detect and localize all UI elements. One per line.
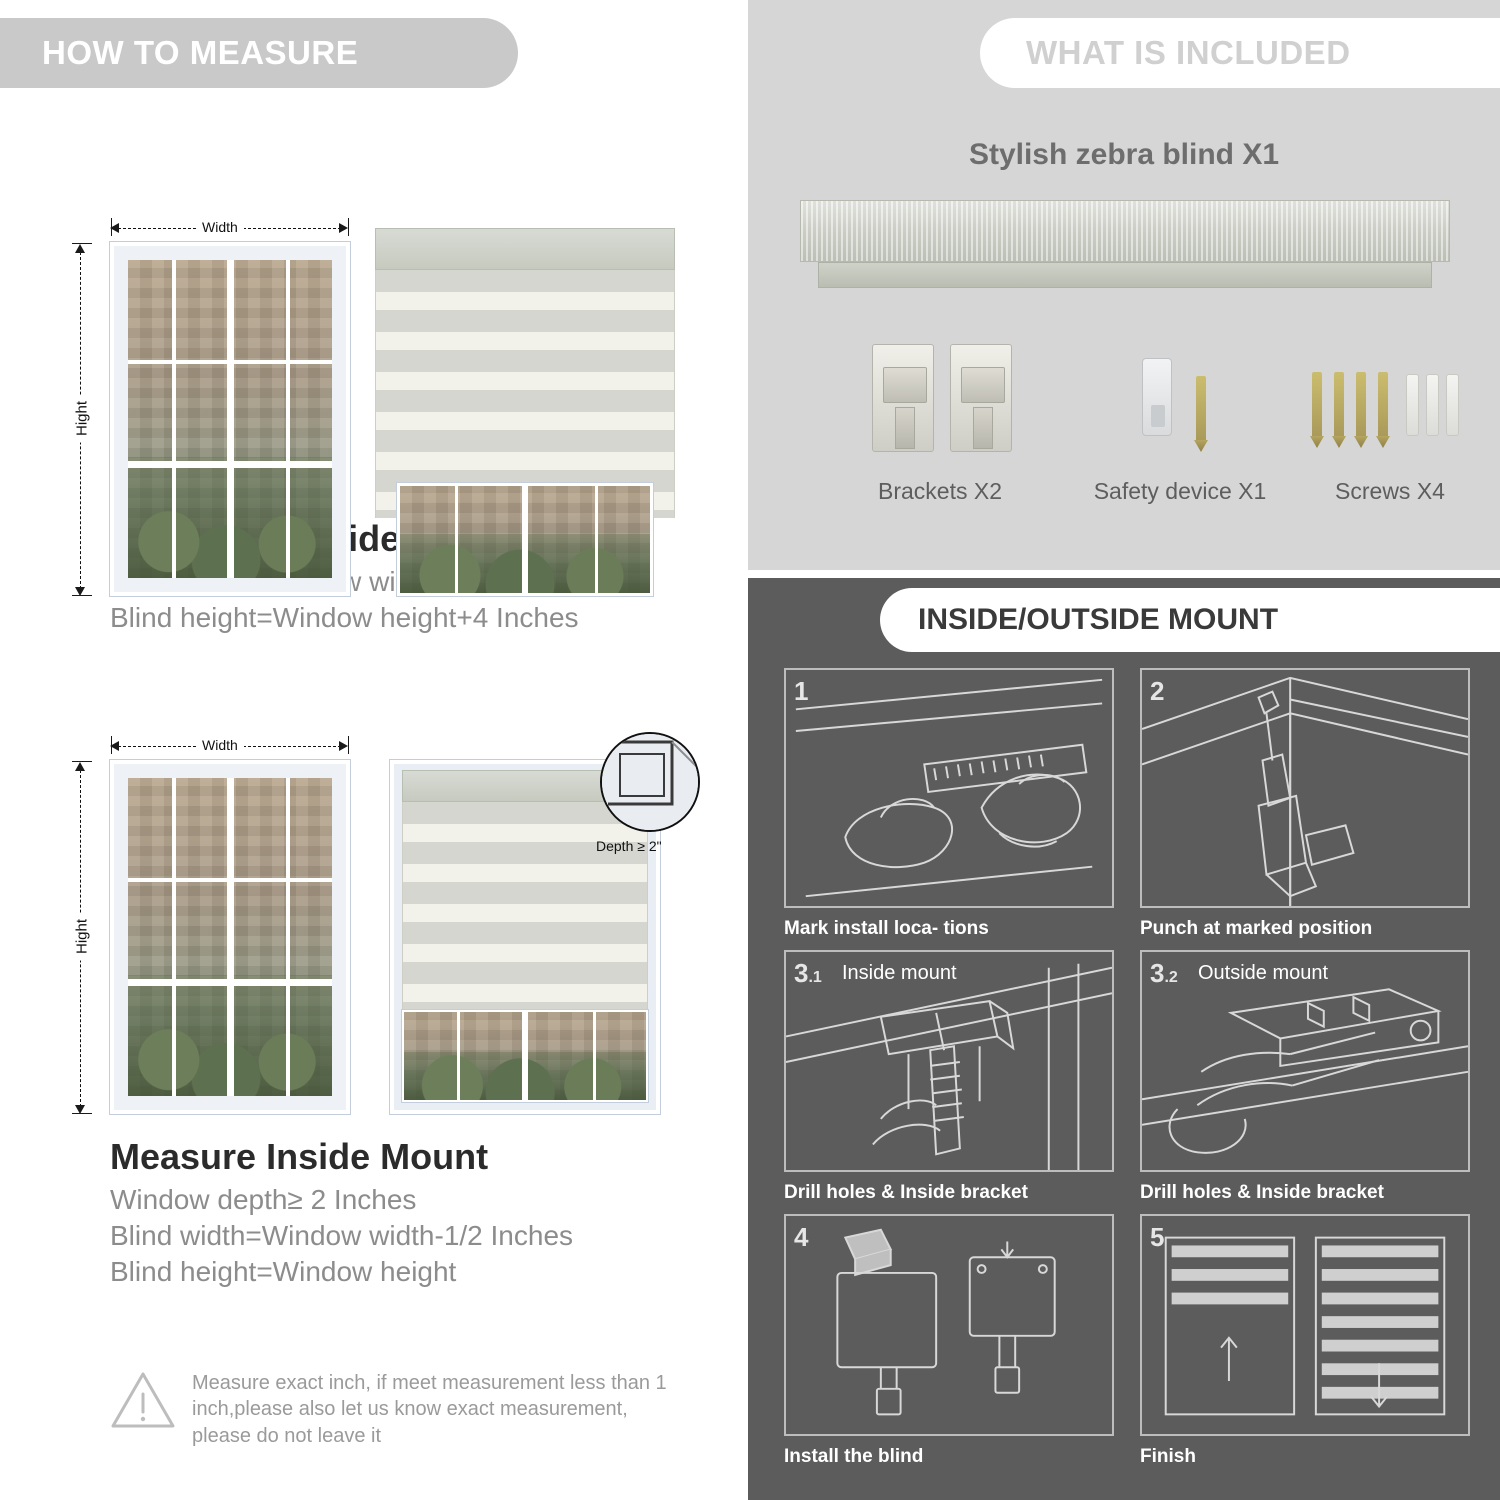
step-2-number: 2	[1150, 676, 1165, 706]
window-mullion-horizontal	[128, 360, 332, 364]
inside-mount-line-2: Blind width=Window width-1/2 Inches	[110, 1220, 574, 1251]
step-3-1-number: 3.1	[794, 958, 822, 988]
step-3-1-caption: Drill holes & Inside bracket	[784, 1182, 1028, 1203]
brackets-label: Brackets X2	[878, 478, 1002, 504]
window-mullion-vertical-12	[593, 1012, 596, 1100]
step-4	[784, 1214, 1114, 1467]
inside-height-tick-top	[72, 761, 92, 762]
inside-height-tick-bottom	[72, 1113, 92, 1114]
step-3-2-caption: Drill holes & Inside bracket	[1140, 1182, 1384, 1203]
inside-outside-mount-section	[748, 578, 1500, 1500]
outside-width-tick-left	[111, 218, 112, 236]
inside-mount-line-3: Blind height=Window height	[110, 1256, 457, 1287]
inside-height-arrow-up	[75, 762, 85, 771]
window-mullion-horizontal-4	[128, 979, 332, 986]
outside-height-label: Hight	[74, 395, 91, 443]
inside-height-label: Hight	[74, 913, 91, 961]
outside-mount-line-2: Blind height=Window height+4 Inches	[110, 602, 579, 633]
step-5	[1140, 1214, 1470, 1467]
window-inside-after-glass	[402, 1010, 648, 1102]
step-5-number: 5	[1150, 1222, 1165, 1252]
window-mullion-vertical-6	[595, 486, 598, 593]
window-mullion-vertical	[227, 260, 234, 578]
window-outside-after-glass	[397, 483, 653, 596]
outside-height-tick-bottom	[72, 595, 92, 596]
step-1-number: 1	[794, 676, 809, 706]
step-1	[784, 668, 1114, 939]
anchor-1-icon	[1406, 374, 1419, 436]
inside-mount-figures	[0, 718, 740, 1118]
step-5-sketch	[1142, 1216, 1468, 1434]
step-3-1	[784, 950, 1114, 1203]
step-4-number: 4	[794, 1222, 809, 1252]
window-mullion-vertical-10	[522, 1012, 528, 1100]
step-2-image	[1140, 668, 1470, 908]
warning-triangle-icon	[110, 1370, 176, 1430]
how-to-measure-column	[0, 0, 740, 1500]
bracket-1-icon	[872, 344, 934, 452]
inside-outside-mount-banner	[880, 588, 1500, 652]
how-to-measure-title: HOW TO MEASURE	[42, 34, 359, 71]
step-3-1-inline-label: Inside mount	[842, 962, 957, 984]
window-mullion-horizontal-2	[128, 461, 332, 468]
part-brackets	[810, 330, 1070, 504]
blind-outside-mount-figure	[375, 228, 675, 596]
inside-width-tick-right	[348, 736, 349, 754]
window-outside-before	[110, 242, 350, 596]
step-4-caption: Install the blind	[784, 1446, 924, 1467]
outside-width-tick-right	[348, 218, 349, 236]
warning-text: Measure exact inch, if meet measurement less than 1 inch,please also let us know exact measurement, please do not leave it	[192, 1372, 667, 1447]
blind-fabric-inside	[402, 802, 648, 1010]
outside-width-label: Width	[196, 219, 244, 235]
inside-width-tick-left	[111, 736, 112, 754]
rail-bottom	[818, 262, 1432, 288]
part-screws	[1290, 330, 1490, 504]
included-product-title: Stylish zebra blind X1	[968, 138, 1280, 171]
rail-top	[800, 200, 1450, 262]
outside-width-arrow-right	[339, 223, 348, 233]
right-column	[748, 0, 1500, 1500]
inside-width-arrow-right	[339, 741, 348, 751]
safety-device-icon	[1142, 358, 1172, 436]
outside-height-tick-top	[72, 243, 92, 244]
step-2-sketch	[1142, 670, 1468, 906]
blind-headrail	[375, 228, 675, 270]
screw-4-icon	[1378, 372, 1388, 438]
step-3-2-inline-label: Outside mount	[1198, 962, 1329, 984]
window-inside-before	[110, 760, 350, 1114]
outside-mount-block	[0, 100, 740, 638]
step-5-image	[1140, 1214, 1470, 1436]
window-mullion-vertical-3	[286, 260, 290, 578]
step-3-2	[1140, 950, 1470, 1203]
depth-callout-circle	[600, 732, 700, 832]
outside-mount-figures	[0, 100, 740, 500]
window-mullion-vertical-11	[457, 1012, 460, 1100]
inside-width-label: Width	[196, 737, 244, 753]
step-3-1-image	[784, 950, 1114, 1172]
window-mullion-vertical-5	[455, 486, 458, 593]
step-4-sketch	[786, 1216, 1112, 1434]
safety-screw-icon	[1196, 376, 1206, 442]
included-parts-row	[748, 330, 1500, 504]
step-1-caption: Mark install loca- tions	[784, 918, 989, 939]
zebra-blind-rail	[800, 200, 1450, 292]
step-2	[1140, 668, 1470, 939]
inside-mount-title: Measure Inside Mount	[110, 1136, 489, 1177]
window-mullion-vertical-8	[172, 778, 176, 1096]
screw-3-icon	[1356, 372, 1366, 438]
measure-warning	[110, 1370, 670, 1449]
what-is-included-section	[748, 0, 1500, 570]
part-safety-device	[1070, 330, 1290, 504]
window-mullion-horizontal-3	[128, 878, 332, 882]
depth-label: Depth ≥ 2"	[596, 838, 662, 854]
what-is-included-title: WHAT IS INCLUDED	[1026, 34, 1351, 71]
bracket-2-icon	[950, 344, 1012, 452]
step-1-image	[784, 668, 1114, 908]
screws-label: Screws X4	[1335, 478, 1445, 504]
step-1-sketch	[786, 670, 1112, 906]
inside-mount-line-1: Window depth≥ 2 Inches	[110, 1184, 417, 1215]
depth-callout-sketch	[602, 734, 700, 832]
blind-fabric	[375, 270, 675, 518]
inside-outside-mount-title: INSIDE/OUTSIDE MOUNT	[918, 603, 1279, 636]
how-to-measure-banner	[0, 18, 518, 88]
window-mullion-vertical-7	[227, 778, 234, 1096]
window-mullion-vertical-4	[522, 486, 528, 593]
safety-device-label: Safety device X1	[1093, 478, 1267, 504]
what-is-included-banner	[980, 18, 1500, 88]
inside-mount-block	[0, 718, 740, 1292]
step-2-caption: Punch at marked position	[1140, 918, 1373, 939]
outside-height-arrow-up	[75, 244, 85, 253]
step-5-caption: Finish	[1140, 1446, 1196, 1467]
window-mullion-vertical-9	[286, 778, 290, 1096]
step-4-image	[784, 1214, 1114, 1436]
anchor-2-icon	[1426, 374, 1439, 436]
step-3-2-number: 3.2	[1150, 958, 1178, 988]
window-mullion-vertical-2	[172, 260, 176, 578]
step-3-2-image	[1140, 950, 1470, 1172]
screw-1-icon	[1312, 372, 1322, 438]
anchor-3-icon	[1446, 374, 1459, 436]
screw-2-icon	[1334, 372, 1344, 438]
